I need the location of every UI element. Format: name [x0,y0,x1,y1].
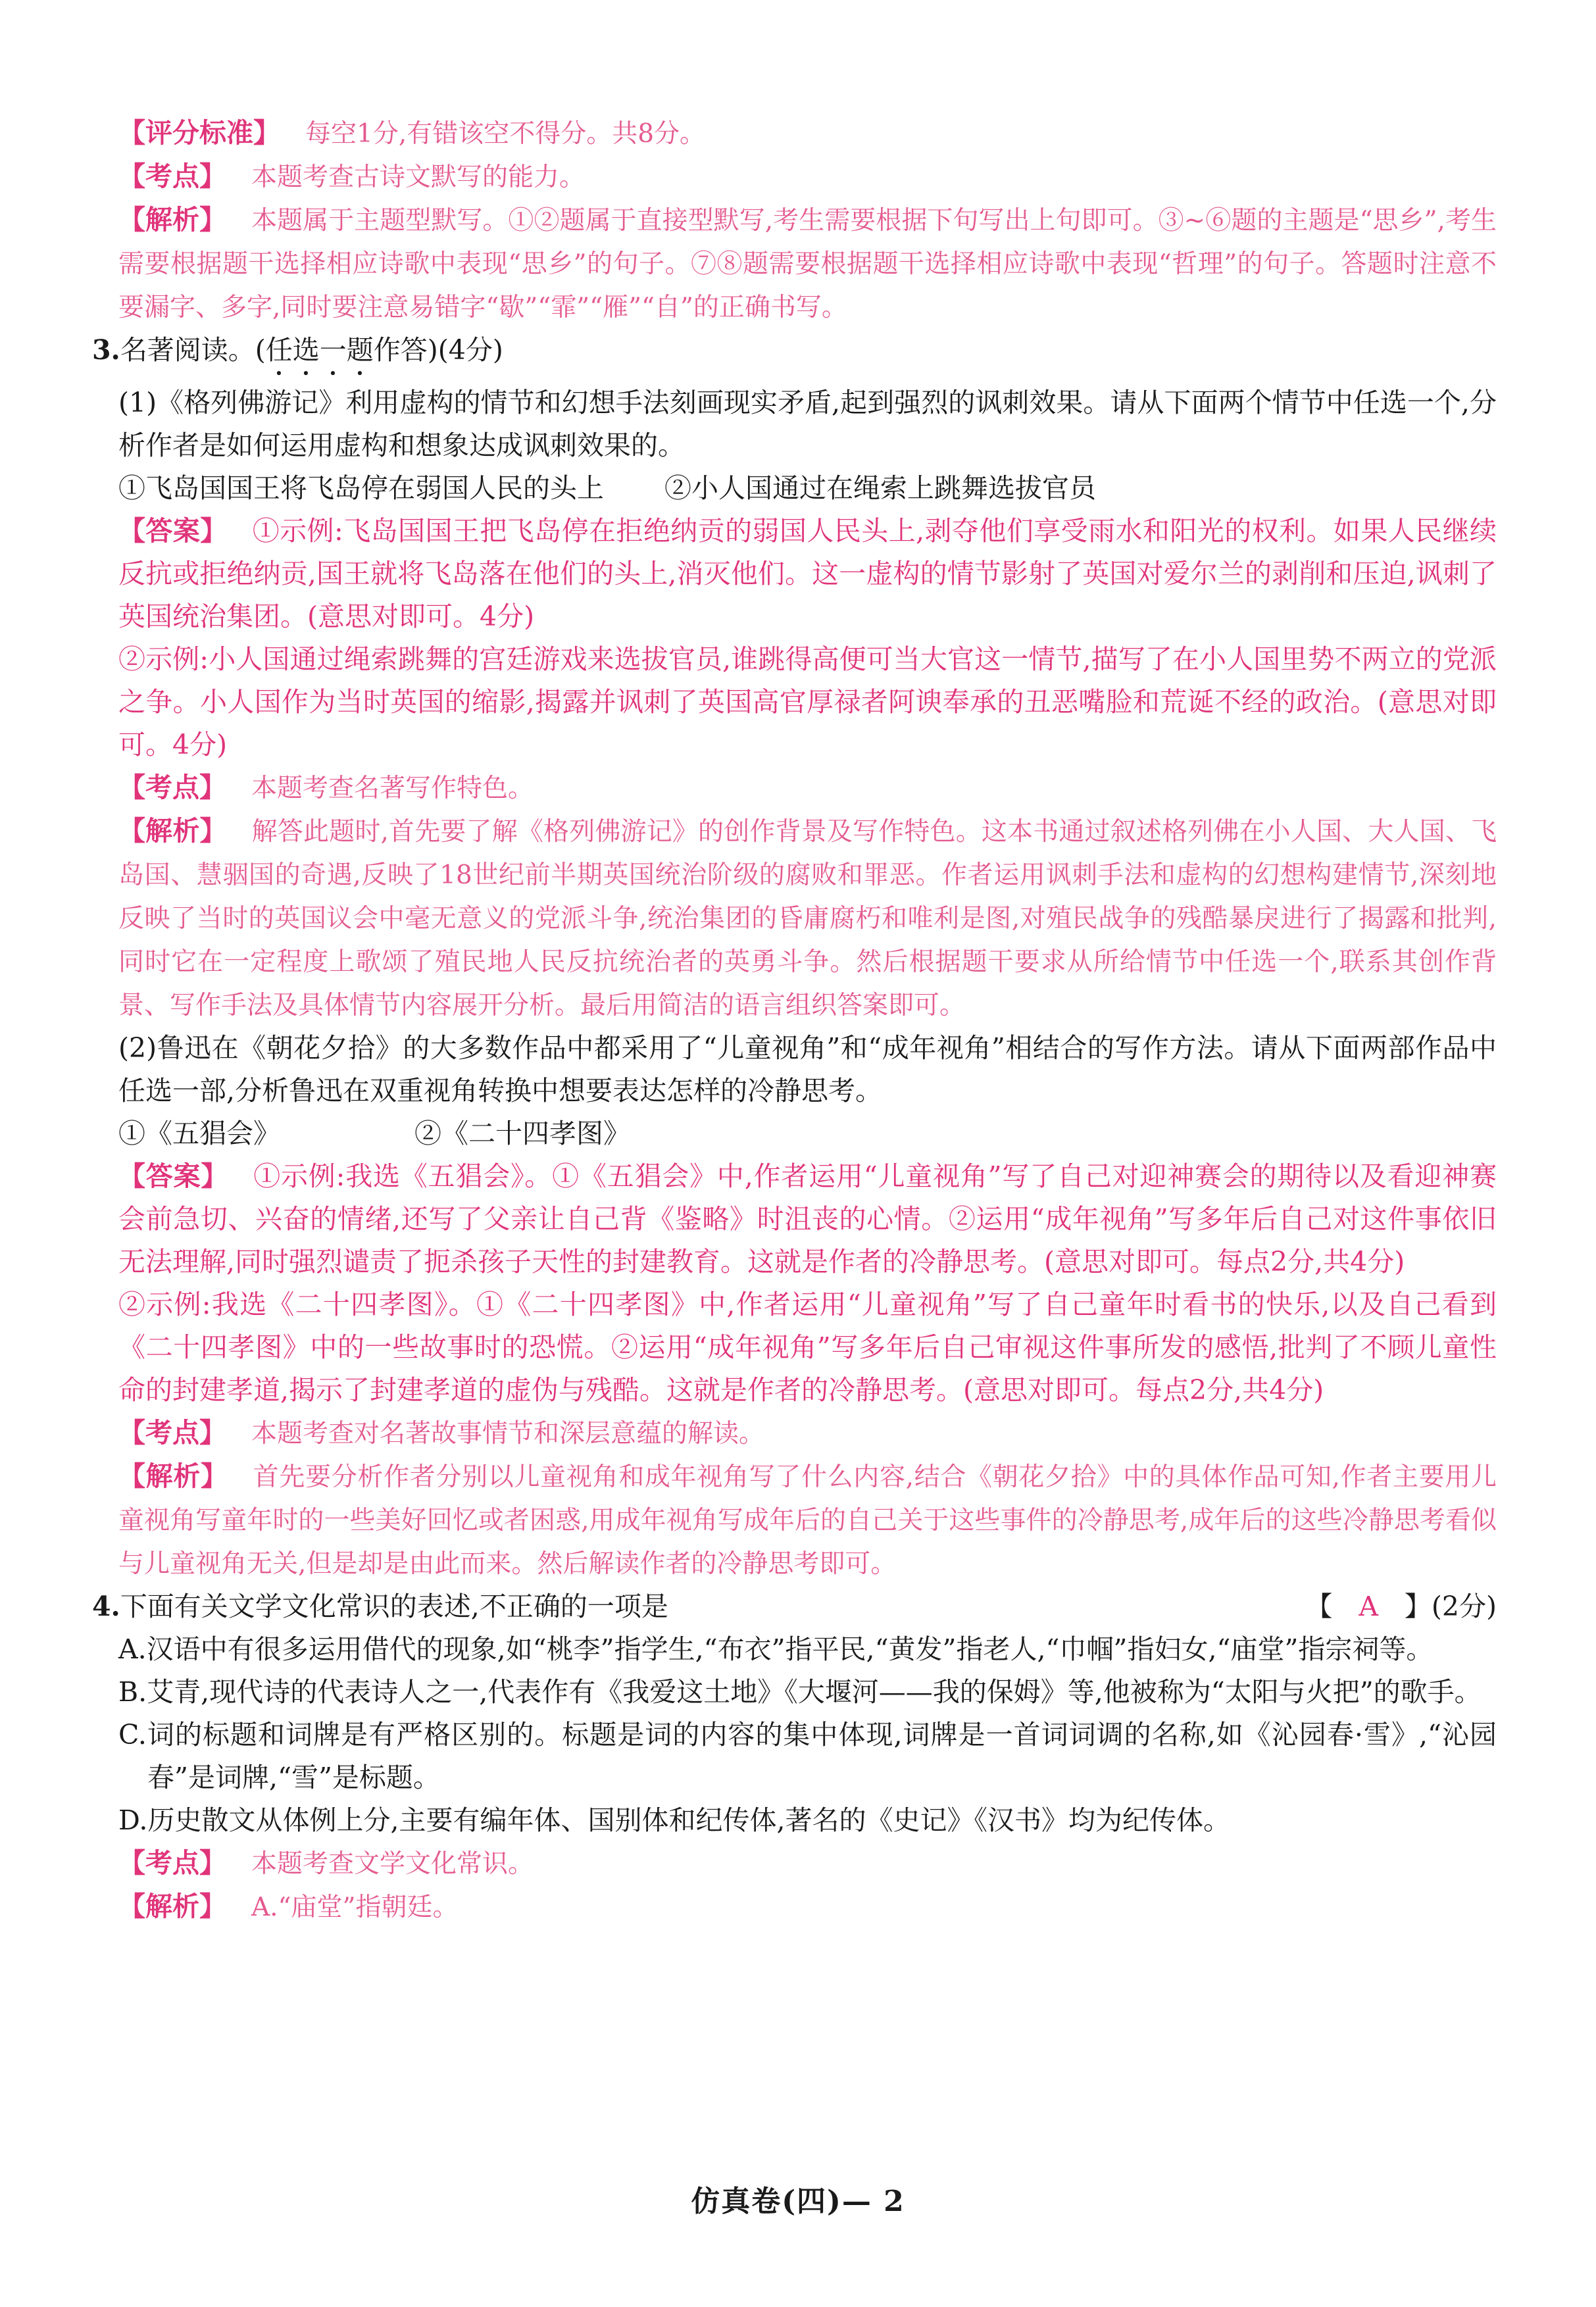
answer-text: ①示例:飞岛国国王把飞岛停在拒绝纳贡的弱国人民头上,剥夺他们享受雨水和阳光的权利。如果人民继续反抗或拒绝纳贡,国王就将飞岛落在他们的头上,消灭他们。这一虚构的情节影射了英国对爱尔兰的剥削和压迫,讽刺了英国统治集团。(意思对即可。4分) [118,515,1497,632]
analysis-line-top [118,199,1497,329]
option-text: ①飞岛国国王将飞岛停在弱国人民的头上 [118,472,604,504]
q3-part1-stem: (1)《格列佛游记》利用虚构的情节和幻想手法刻画现实矛盾,起到强烈的讽刺效果。请从下面两个情节中任选一个,分析作者是如何运用虚构和想象达成讽刺效果的。 [118,387,1497,461]
answer-tag: 【答案】 [118,1160,229,1192]
q4-stem: 下面有关文学文化常识的表述,不正确的一项是 [120,1591,668,1622]
q3-part2-options [118,1112,1497,1155]
scoring-tag: 【评分标准】 [118,117,280,149]
analysis-line [118,1885,1497,1929]
option-c: C.词的标题和词牌是有严格区别的。标题是词的内容的集中体现,词牌是一首词词调的名称,如《沁园春·雪》,“沁园春”是词牌,“雪”是标题。 [118,1719,1497,1793]
q3-part2-stem: (2)鲁迅在《朝花夕拾》的大多数作品中都采用了“儿童视角”和“成年视角”相结合的写作方法。请从下面两部作品中任选一部,分析鲁迅在双重视角转换中想要表达怎样的冷静思考。 [118,1032,1497,1106]
question-4-title [92,1585,1497,1628]
scoring-line [118,112,1497,155]
answer-text-2: ②示例:小人国通过绳索跳舞的宫廷游戏来选拔官员,谁跳得高便可当大官这一情节,描写了在小人国里势不两立的党派之争。小人国作为当时英国的缩影,揭露并讽刺了英国高官厚禄者阿谀奉承的丑恶嘴脸和荒诞不经的政治。(意思对即可。4分) [118,643,1497,760]
point-line [118,1412,1497,1455]
analysis-text: 本题属于主题型默写。①②题属于直接型默写,考生需要根据下句写出上句即可。③~⑥题的主题是“思乡”,考生需要根据题干选择相应诗歌中表现“思乡”的句子。⑦⑧题需要根据题干选择相应诗歌中表现“哲理”的句子。答题时注意不要漏字、多字,同时要注意易错字“歇”“霏”“雁”“自”的正确书写。 [118,206,1497,322]
answer-tag: 【答案】 [118,515,228,547]
point-tag: 【考点】 [118,772,226,803]
document-page [92,112,1497,1929]
point-text: 本题考查文学文化常识。 [251,1849,534,1879]
analysis-line [118,1455,1497,1585]
q3-title-part: 作答)(4分) [373,334,503,366]
answer-line [118,1155,1497,1283]
q3-part1-options [118,467,1497,510]
answer-text-2: ②示例:我选《二十四孝图》。①《二十四孝图》中,作者运用“儿童视角”写了自己童年时看书的快乐,以及自己看到《二十四孝图》中的一些故事时的恐慌。②运用“成年视角”写多年后自己审视这件事所发的感悟,批判了不顾儿童性命的封建孝道,揭示了封建孝道的虚伪与残酷。这就是作者的冷静思考。(意思对即可。每点2分,共4分) [118,1289,1497,1406]
point-line-top [118,155,1497,199]
point-text: 本题考查名著写作特色。 [251,774,534,803]
option-text: ②小人国通过在绳索上跳舞选拔官员 [664,472,1096,504]
question-number: 4. [92,1591,120,1622]
bracket-open: 【 [1305,1591,1333,1622]
analysis-line [118,810,1497,1027]
q3-title-part: 名著阅读。( [120,334,266,366]
point-line [118,1842,1497,1885]
option-d: D.历史散文从体例上分,主要有编年体、国别体和纪传体,著名的《史记》《汉书》均为纪传体。 [118,1804,1231,1836]
analysis-text: A.“庙堂”指朝廷。 [251,1893,459,1922]
emphasis-text: 任选一题 [265,334,374,366]
answer-bracket [1305,1585,1497,1628]
analysis-tag: 【解析】 [118,1891,226,1922]
analysis-tag: 【解析】 [118,815,227,847]
answer-letter: A [1359,1591,1378,1622]
analysis-text: 解答此题时,首先要了解《格列佛游记》的创作背景及写作特色。这本书通过叙述格列佛在小人国、大人国、飞岛国、慧骃国的奇遇,反映了18世纪前半期英国统治阶级的腐败和罪恶。作者运用讽刺手法和虚构的幻想构建情节,深刻地反映了当时的英国议会中毫无意义的党派斗争,统治集团的昏庸腐朽和唯利是图,对殖民战争的残酷暴戾进行了揭露和批判,同时它在一定程度上歌颂了殖民地人民反抗统治者的英勇斗争。然后根据题干要求从所给情节中任选一个,联系其创作背景、写作手法及具体情节内容展开分析。最后用简洁的语言组织答案即可。 [118,817,1497,1020]
option-b: B.艾青,现代诗的代表诗人之一,代表作有《我爱这土地》《大堰河——我的保姆》等,他被称为“太阳与火把”的歌手。 [118,1676,1482,1708]
point-line [118,766,1497,810]
option-text: ②《二十四孝图》 [414,1118,630,1149]
answer-text: ①示例:我选《五猖会》。①《五猖会》中,作者运用“儿童视角”写了自己对迎神赛会的期待以及看迎神赛会前急切、兴奋的情绪,还写了父亲让自己背《鉴略》时沮丧的心情。②运用“成年视角”写多年后自己对这件事依旧无法理解,同时强烈谴责了扼杀孩子天性的封建教育。这就是作者的冷静思考。(意思对即可。每点2分,共4分) [118,1160,1497,1278]
question-3-title [92,329,1497,382]
point-tag: 【考点】 [118,1417,226,1449]
question-number: 3. [92,334,120,366]
answer-line [118,510,1497,638]
point-tag: 【考点】 [118,1847,226,1879]
analysis-tag: 【解析】 [118,1460,228,1492]
option-a: A.汉语中有很多运用借代的现象,如“桃李”指学生,“布衣”指平民,“黄发”指老人,“巾帼”指妇女,“庙堂”指宗祠等。 [118,1633,1434,1665]
point-text: 本题考查对名著故事情节和深层意蕴的解读。 [251,1419,765,1449]
analysis-tag: 【解析】 [118,204,227,236]
point-text: 本题考查古诗文默写的能力。 [251,162,586,192]
option-text: ①《五猖会》 [118,1118,280,1149]
bracket-close: 】(2分) [1404,1591,1497,1622]
page-footer: 仿真卷(四)— 2 [691,2185,905,2218]
analysis-text: 首先要分析作者分别以儿童视角和成年视角写了什么内容,结合《朝花夕拾》中的具体作品可知,作者主要用儿童视角写童年时的一些美好回忆或者困惑,用成年视角写成年后的自己关于这些事件的冷静思考,成年后的这些冷静思考看似与儿童视角无关,但是却是由此而来。然后解读作者的冷静思考即可。 [118,1462,1497,1579]
scoring-text: 每空1分,有错该空不得分。共8分。 [305,119,706,149]
point-tag: 【考点】 [118,161,226,192]
